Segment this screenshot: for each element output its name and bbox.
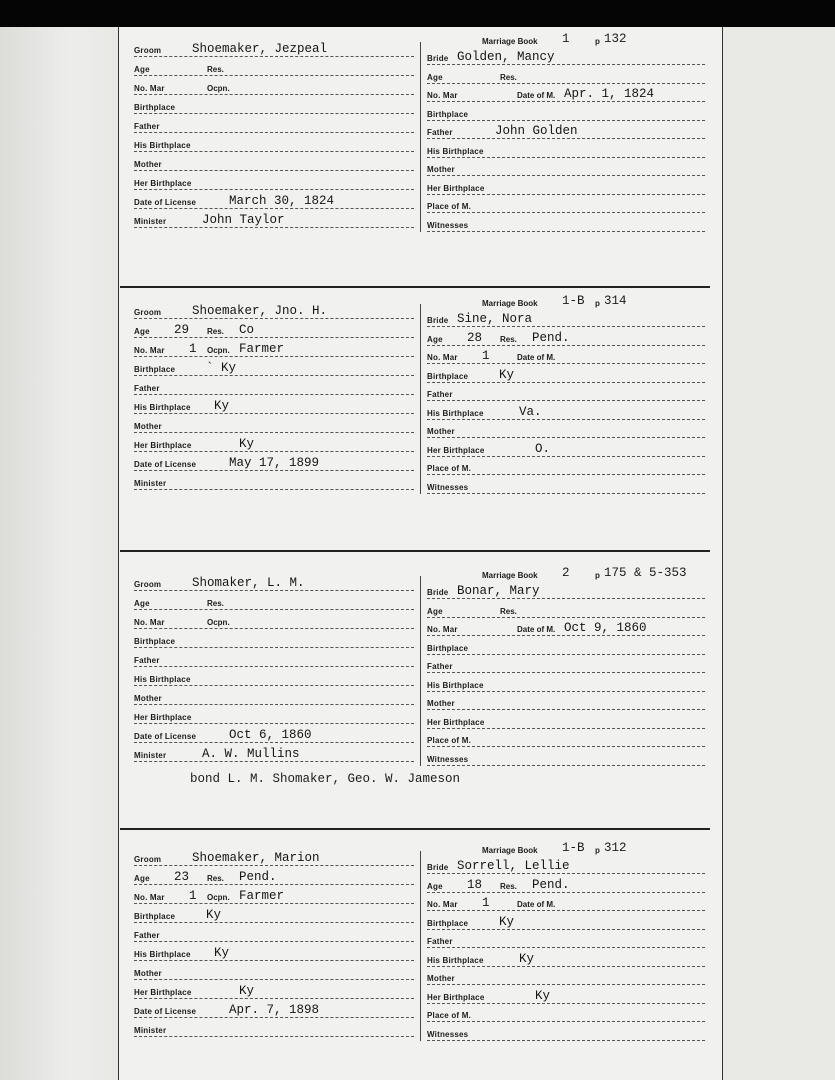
groom-birthplace-value: Ky xyxy=(206,908,222,922)
card-column-divider xyxy=(420,851,421,1041)
groom-age-label: Age xyxy=(134,874,150,883)
father-label: Father xyxy=(134,384,160,393)
bride-age-value: 28 xyxy=(467,330,483,345)
his-birthplace-label: His Birthplace xyxy=(134,141,191,150)
groom-value: Shoemaker, Jno. H. xyxy=(192,304,328,318)
bride-label: Bride xyxy=(427,588,449,597)
bride-nomar-label: No. Mar xyxy=(427,625,458,634)
bride-nomar-label: No. Mar xyxy=(427,353,458,362)
bride-date-label: Date of M. xyxy=(517,353,556,362)
bride-value: Golden, Mancy xyxy=(457,50,555,64)
witnesses-label: Witnesses xyxy=(427,482,469,492)
field-row xyxy=(134,923,414,942)
his-birthplace-label: His Birthplace xyxy=(134,950,191,959)
bride-his-birthplace-label: His Birthplace xyxy=(427,408,484,418)
field-row xyxy=(134,57,414,76)
groom-value: Shoemaker, Jezpeal xyxy=(192,42,328,56)
field-row xyxy=(427,747,705,766)
groom-age-label: Age xyxy=(134,599,150,608)
field-row xyxy=(427,475,705,494)
field-row xyxy=(134,171,414,190)
field-row xyxy=(134,705,414,724)
groom-birthplace-value: ` Ky xyxy=(206,361,237,375)
bride-date-label: Date of M. xyxy=(517,900,556,909)
bride-father-value: John Golden xyxy=(495,124,578,138)
bride-res-value: Pend. xyxy=(532,330,570,345)
groom-ocpn-label: Ocpn. xyxy=(207,84,230,93)
bride-value: Bonar, Mary xyxy=(457,584,540,598)
minister-label: Minister xyxy=(134,1026,167,1035)
marriage-book-page: 132 xyxy=(604,32,627,46)
bride-column xyxy=(427,851,705,1051)
bride-nomar-label: No. Mar xyxy=(427,900,458,909)
father-label: Father xyxy=(134,931,160,940)
his-birthplace-value: Ky xyxy=(214,399,230,413)
left-page-edge xyxy=(118,27,119,1080)
marriage-book-number: 2 xyxy=(562,566,570,580)
bride-column xyxy=(427,576,705,776)
groom-age-value: 29 xyxy=(174,323,190,337)
bride-her-birthplace-label: Her Birthplace xyxy=(427,183,485,193)
bride-res-label: Res. xyxy=(500,72,517,82)
field-row xyxy=(134,414,414,433)
field-row xyxy=(134,572,414,591)
field-row xyxy=(427,636,705,655)
bride-her-birthplace-label: Her Birthplace xyxy=(427,445,485,455)
her-birthplace-left-value: Ky xyxy=(239,984,255,998)
bond-note: bond L. M. Shomaker, Geo. W. Jameson xyxy=(190,772,461,786)
father-label: Father xyxy=(134,122,160,131)
bride-res-label: Res. xyxy=(500,334,517,344)
field-row xyxy=(134,38,414,57)
field-row xyxy=(134,152,414,171)
field-row xyxy=(427,419,705,438)
her-birthplace-left-label: Her Birthplace xyxy=(134,988,192,997)
field-row xyxy=(134,648,414,667)
bride-birthplace-label: Birthplace xyxy=(427,643,469,653)
date-license-value: March 30, 1824 xyxy=(229,194,335,208)
her-birthplace-left-label: Her Birthplace xyxy=(134,713,192,722)
field-row xyxy=(134,95,414,114)
groom-res-value: Pend. xyxy=(239,870,277,884)
field-row xyxy=(427,438,705,457)
page-label: p xyxy=(595,571,600,580)
field-row xyxy=(134,866,414,885)
field-row xyxy=(134,961,414,980)
field-row xyxy=(427,673,705,692)
field-row xyxy=(134,743,414,762)
minister-label: Minister xyxy=(134,479,167,488)
groom-label: Groom xyxy=(134,308,162,317)
field-row xyxy=(427,382,705,401)
bride-father-label: Father xyxy=(427,937,453,946)
page-label: p xyxy=(595,37,600,46)
field-row xyxy=(427,327,705,346)
field-row xyxy=(427,892,705,911)
place-m-label: Place of M. xyxy=(427,736,471,745)
field-row xyxy=(427,401,705,420)
groom-birthplace-label: Birthplace xyxy=(134,912,176,921)
field-row xyxy=(427,929,705,948)
field-row xyxy=(134,452,414,471)
marriage-book-number: 1-B xyxy=(562,294,585,308)
his-birthplace-label: His Birthplace xyxy=(134,403,191,412)
field-row xyxy=(134,999,414,1018)
bride-birthplace-label: Birthplace xyxy=(427,109,469,119)
bride-age-label: Age xyxy=(427,72,443,82)
top-scan-border xyxy=(0,0,835,27)
date-license-value: May 17, 1899 xyxy=(229,456,320,470)
minister-label: Minister xyxy=(134,751,167,760)
field-row xyxy=(134,395,414,414)
field-row xyxy=(427,617,705,636)
card-column-divider xyxy=(420,304,421,494)
mother-label: Mother xyxy=(134,694,162,703)
right-page-edge xyxy=(722,27,723,1080)
bride-his-birthplace-value: Va. xyxy=(519,404,542,419)
marriage-book-label: Marriage Book xyxy=(482,571,538,580)
his-birthplace-label: His Birthplace xyxy=(134,675,191,684)
groom-birthplace-label: Birthplace xyxy=(134,637,176,646)
marriage-book-label: Marriage Book xyxy=(482,846,538,855)
groom-column xyxy=(134,36,414,236)
groom-res-value: Co xyxy=(239,323,255,337)
father-label: Father xyxy=(134,656,160,665)
her-birthplace-left-value: Ky xyxy=(239,437,255,451)
her-birthplace-left-label: Her Birthplace xyxy=(134,179,192,188)
card-separator xyxy=(120,286,710,288)
field-row xyxy=(427,46,705,65)
groom-res-label: Res. xyxy=(207,327,224,336)
field-row xyxy=(427,599,705,618)
groom-nomar-label: No. Mar xyxy=(134,84,165,93)
bride-res-label: Res. xyxy=(500,606,517,616)
date-license-value: Oct 6, 1860 xyxy=(229,728,312,742)
bride-birthplace-label: Birthplace xyxy=(427,371,469,381)
mother-label: Mother xyxy=(134,969,162,978)
his-birthplace-value: Ky xyxy=(214,946,230,960)
field-row xyxy=(427,985,705,1004)
bride-date-value: Oct 9, 1860 xyxy=(564,621,647,635)
bride-nomar-value: 1 xyxy=(482,349,490,363)
page-label: p xyxy=(595,846,600,855)
marriage-book-label: Marriage Book xyxy=(482,37,538,46)
witnesses-label: Witnesses xyxy=(427,754,469,764)
groom-column xyxy=(134,298,414,498)
field-row xyxy=(427,456,705,475)
field-row xyxy=(134,847,414,866)
witnesses-label: Witnesses xyxy=(427,1029,469,1039)
bride-label: Bride xyxy=(427,316,449,325)
bride-res-label: Res. xyxy=(500,881,517,891)
groom-label: Groom xyxy=(134,855,162,864)
groom-birthplace-label: Birthplace xyxy=(134,365,176,374)
bride-date-label: Date of M. xyxy=(517,91,556,100)
field-row xyxy=(134,190,414,209)
marriage-book-page: 314 xyxy=(604,294,627,308)
field-row xyxy=(427,65,705,84)
field-row xyxy=(134,338,414,357)
bride-age-label: Age xyxy=(427,881,443,891)
field-row xyxy=(427,691,705,710)
field-row xyxy=(134,357,414,376)
field-row xyxy=(427,580,705,599)
groom-ocpn-label: Ocpn. xyxy=(207,618,230,627)
field-row xyxy=(134,300,414,319)
groom-nomar-label: No. Mar xyxy=(134,893,165,902)
groom-label: Groom xyxy=(134,46,162,55)
bride-column xyxy=(427,304,705,504)
bride-her-birthplace-value: Ky xyxy=(535,988,551,1003)
bride-her-birthplace-value: O. xyxy=(535,441,551,456)
bride-res-value: Pend. xyxy=(532,877,570,892)
field-row xyxy=(134,133,414,152)
field-row xyxy=(134,942,414,961)
bride-nomar-value: 1 xyxy=(482,896,490,910)
field-row xyxy=(134,76,414,95)
mother-label: Mother xyxy=(134,160,162,169)
bride-column xyxy=(427,42,705,242)
field-row xyxy=(427,710,705,729)
groom-ocpn-label: Ocpn. xyxy=(207,346,230,355)
bride-age-label: Age xyxy=(427,606,443,616)
date-license-value: Apr. 7, 1898 xyxy=(229,1003,320,1017)
card-column-divider xyxy=(420,576,421,766)
field-row xyxy=(427,345,705,364)
field-row xyxy=(427,855,705,874)
field-row xyxy=(427,728,705,747)
her-birthplace-left-label: Her Birthplace xyxy=(134,441,192,450)
field-row xyxy=(134,114,414,133)
groom-nomar-label: No. Mar xyxy=(134,618,165,627)
bride-his-birthplace-label: His Birthplace xyxy=(427,680,484,690)
field-row xyxy=(427,966,705,985)
marriage-book-number: 1-B xyxy=(562,841,585,855)
groom-value: Shomaker, L. M. xyxy=(192,576,305,590)
field-row xyxy=(427,176,705,195)
bride-label: Bride xyxy=(427,863,449,872)
groom-column xyxy=(134,570,414,770)
groom-nomar-value: 1 xyxy=(189,342,197,356)
bride-her-birthplace-label: Her Birthplace xyxy=(427,992,485,1002)
field-row xyxy=(427,874,705,893)
field-row xyxy=(134,433,414,452)
groom-age-value: 23 xyxy=(174,870,190,884)
field-row xyxy=(134,319,414,338)
groom-age-label: Age xyxy=(134,327,150,336)
date-license-label: Date of License xyxy=(134,198,197,207)
field-row xyxy=(134,376,414,395)
field-row xyxy=(427,308,705,327)
field-row xyxy=(134,471,414,490)
field-row xyxy=(427,654,705,673)
date-license-label: Date of License xyxy=(134,1007,197,1016)
groom-ocpn-value: Farmer xyxy=(239,889,285,903)
marriage-book-page: 312 xyxy=(604,841,627,855)
groom-column xyxy=(134,845,414,1045)
bride-nomar-label: No. Mar xyxy=(427,91,458,100)
bride-value: Sorrell, Lellie xyxy=(457,859,570,873)
witnesses-label: Witnesses xyxy=(427,220,469,230)
field-row xyxy=(427,83,705,102)
groom-nomar-value: 1 xyxy=(189,889,197,903)
card-separator xyxy=(120,828,710,830)
groom-birthplace-label: Birthplace xyxy=(134,103,176,112)
bride-age-value: 18 xyxy=(467,877,483,892)
field-row xyxy=(134,591,414,610)
marriage-book-number: 1 xyxy=(562,32,570,46)
marriage-book-page: 175 & 5-353 xyxy=(604,566,687,580)
groom-ocpn-label: Ocpn. xyxy=(207,893,230,902)
groom-ocpn-value: Farmer xyxy=(239,342,285,356)
card-separator xyxy=(120,550,710,552)
page-label: p xyxy=(595,299,600,308)
place-m-label: Place of M. xyxy=(427,464,471,473)
left-scan-margin xyxy=(0,27,118,1080)
minister-label: Minister xyxy=(134,217,167,226)
card-column-divider xyxy=(420,42,421,232)
field-row xyxy=(134,667,414,686)
bride-his-birthplace-value: Ky xyxy=(519,951,535,966)
bride-his-birthplace-label: His Birthplace xyxy=(427,146,484,156)
date-license-label: Date of License xyxy=(134,460,197,469)
bride-label: Bride xyxy=(427,54,449,63)
bride-mother-label: Mother xyxy=(427,165,455,174)
field-row xyxy=(427,120,705,139)
bride-her-birthplace-label: Her Birthplace xyxy=(427,717,485,727)
groom-label: Groom xyxy=(134,580,162,589)
groom-nomar-label: No. Mar xyxy=(134,346,165,355)
minister-value: John Taylor xyxy=(202,213,285,227)
bride-father-label: Father xyxy=(427,662,453,671)
bride-age-label: Age xyxy=(427,334,443,344)
bride-mother-label: Mother xyxy=(427,699,455,708)
field-row xyxy=(427,1003,705,1022)
bride-value: Sine, Nora xyxy=(457,312,533,326)
mother-label: Mother xyxy=(134,422,162,431)
bride-mother-label: Mother xyxy=(427,427,455,436)
field-row xyxy=(134,885,414,904)
field-row xyxy=(134,904,414,923)
bride-birthplace-label: Birthplace xyxy=(427,918,469,928)
marriage-book-label: Marriage Book xyxy=(482,299,538,308)
place-m-label: Place of M. xyxy=(427,202,471,211)
bride-birthplace-value: Ky xyxy=(499,367,515,382)
right-scan-margin xyxy=(723,27,835,1080)
groom-res-label: Res. xyxy=(207,599,224,608)
groom-value: Shoemaker, Marion xyxy=(192,851,320,865)
bride-father-label: Father xyxy=(427,128,453,137)
field-row xyxy=(134,980,414,999)
field-row xyxy=(134,1018,414,1037)
place-m-label: Place of M. xyxy=(427,1011,471,1020)
bride-his-birthplace-label: His Birthplace xyxy=(427,955,484,965)
field-row xyxy=(134,686,414,705)
bride-mother-label: Mother xyxy=(427,974,455,983)
date-license-label: Date of License xyxy=(134,732,197,741)
field-row xyxy=(427,1022,705,1041)
field-row xyxy=(427,139,705,158)
field-row xyxy=(427,194,705,213)
bride-date-label: Date of M. xyxy=(517,625,556,634)
field-row xyxy=(427,911,705,930)
bride-date-value: Apr. 1, 1824 xyxy=(564,87,655,101)
field-row xyxy=(134,610,414,629)
groom-res-label: Res. xyxy=(207,65,224,74)
field-row xyxy=(134,724,414,743)
field-row xyxy=(427,948,705,967)
field-row xyxy=(427,364,705,383)
bride-father-label: Father xyxy=(427,390,453,399)
groom-res-label: Res. xyxy=(207,874,224,883)
minister-value: A. W. Mullins xyxy=(202,747,300,761)
field-row xyxy=(427,157,705,176)
field-row xyxy=(427,213,705,232)
field-row xyxy=(134,629,414,648)
field-row xyxy=(427,102,705,121)
groom-age-label: Age xyxy=(134,65,150,74)
bride-birthplace-value: Ky xyxy=(499,914,515,929)
field-row xyxy=(134,209,414,228)
